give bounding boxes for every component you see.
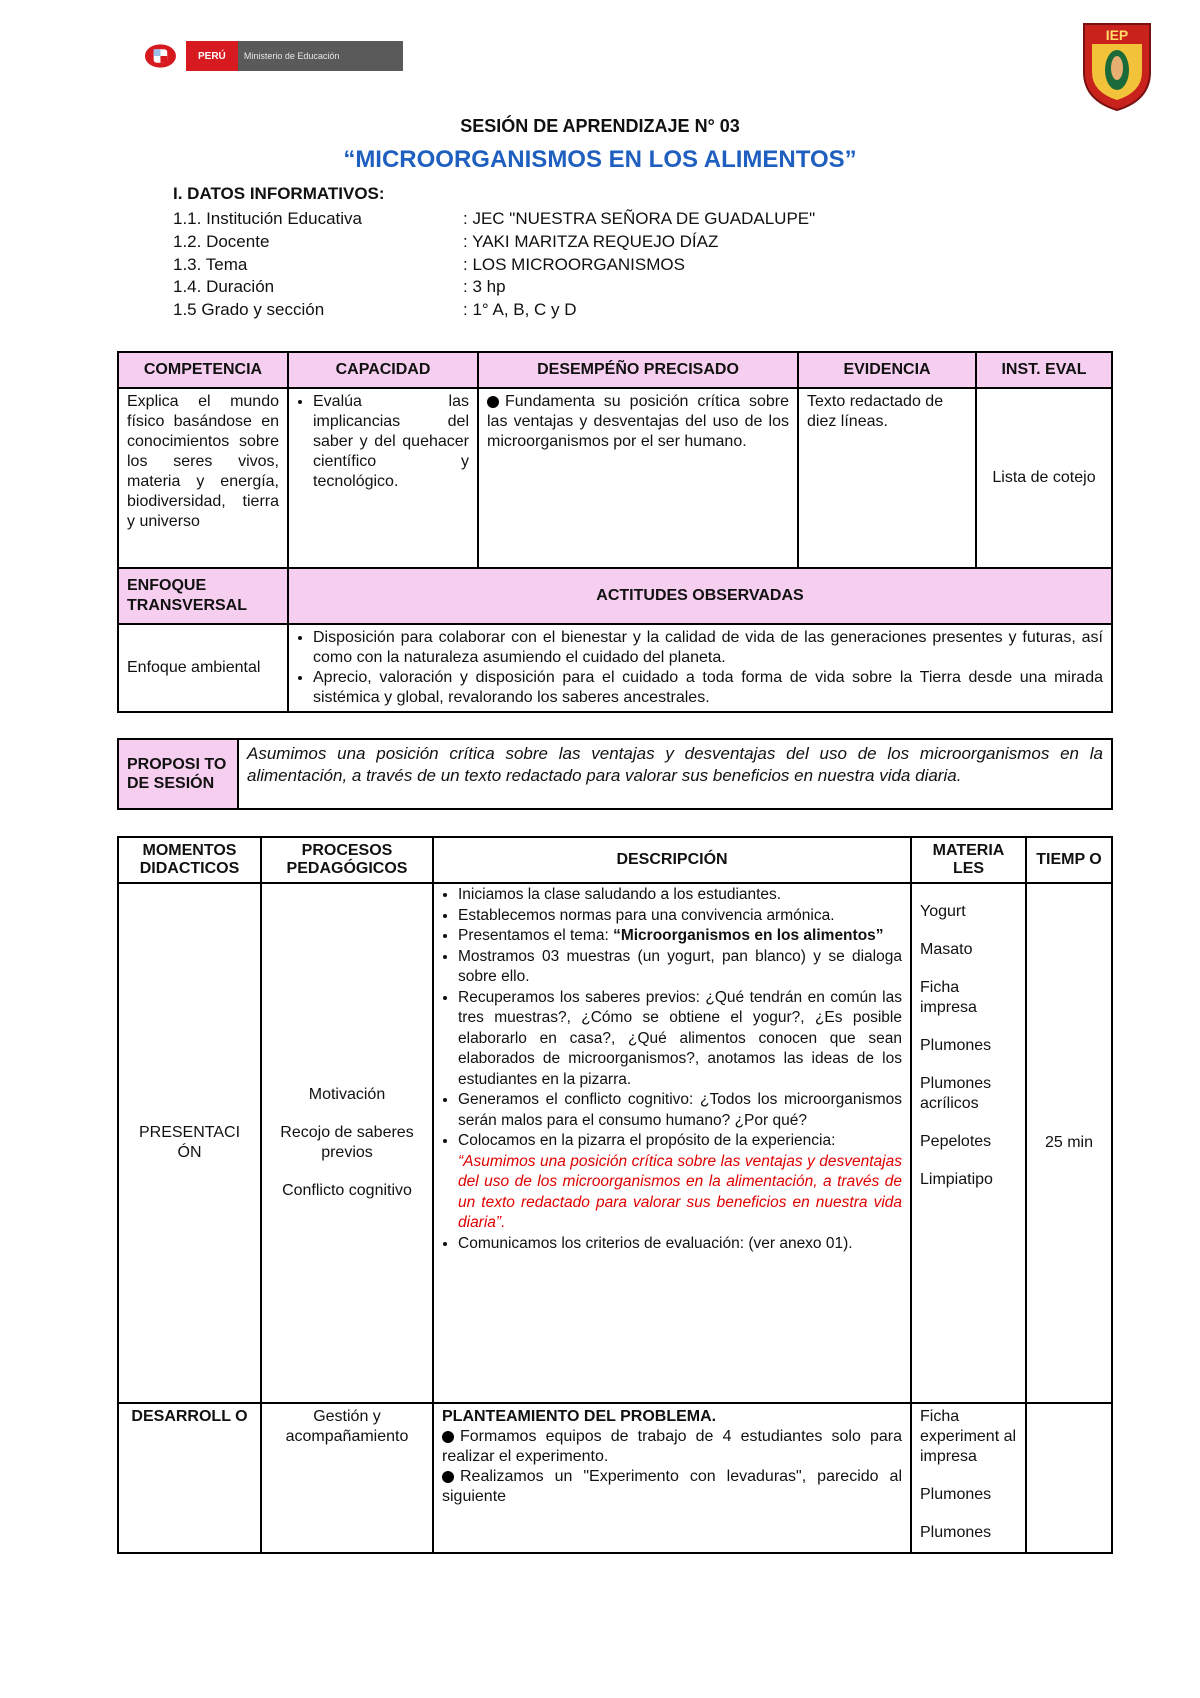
desempeno-text: Fundamenta su posición crítica sobre las ventajas y desventajas del uso de los microorganismos por el ser humano. (487, 393, 789, 450)
datos-row: 1.5 Grado y sección : 1° A, B, C y D (173, 300, 577, 320)
descripcion-item: • Recuperamos los saberes previos: ¿Qué tendrán en común las tres muestras?, ¿Cómo se obtiene el yogur?, ¿Es posible elaborarlo en casa?, ¿Qué alimentos conocen que sean elaborados de microorganismos?, anotamos las ideas de los estudiantes en la pizarra. (458, 988, 902, 1091)
datos-row: 1.1. Institución Educativa : JEC "NUESTRA SEÑORA DE GUADALUPE" (173, 209, 816, 228)
bullet-icon (487, 396, 499, 408)
secuencia-table (117, 836, 1113, 1554)
school-logo-text: IEP (1105, 27, 1129, 43)
materiales-presentacion: Yogurt Masato Ficha impresa Plumones Plumones acrílicos Pepelotes Limpiatipo (911, 883, 1026, 1403)
desempeno-cell (478, 388, 798, 568)
header-inst-eval: INST. EVAL (976, 352, 1112, 388)
proposito-label: PROPOSI TO DE SESIÓN (118, 739, 238, 809)
header-procesos: PROCESOS PEDAGÓGICOS (261, 837, 433, 883)
tiempo-desarrollo (1026, 1403, 1112, 1553)
header-descripcion: DESCRIPCIÓN (433, 837, 911, 883)
momento-desarrollo: DESARROLL O (118, 1403, 261, 1553)
datos-heading: I. DATOS INFORMATIVOS: (173, 184, 385, 203)
bullet-icon (442, 1431, 454, 1443)
enfoque-cell: Enfoque ambiental (118, 624, 288, 712)
desarrollo-heading: PLANTEAMIENTO DEL PROBLEMA. (442, 1408, 717, 1425)
evidencia-cell: Texto redactado de diez líneas. (798, 388, 976, 568)
actitudes-header: ACTITUDES OBSERVADAS (288, 568, 1112, 624)
enfoque-header: ENFOQUE TRANSVERSAL (118, 568, 288, 624)
capacidad-cell (288, 388, 478, 568)
school-shield-logo (1078, 20, 1156, 112)
actitud-item: • Disposición para colaborar con el bienestar y la calidad de vida de las generaciones presentes y futuras, así como con la naturaleza asumiendo el cuidado del planeta. (313, 628, 1103, 668)
session-title: SESIÓN DE APRENDIZAJE N° 03 (460, 116, 740, 136)
ministry-label: Ministerio de Educación (243, 51, 340, 61)
competencias-table (117, 351, 1113, 713)
datos-informativos (173, 184, 815, 322)
actitud-item: • Aprecio, valoración y disposición para el cuidado a toda forma de vida sobre la Tierra desde una mirada sistémica y global, revalorando los saberes ancestrales. (313, 668, 1103, 708)
descripcion-item: • Establecemos normas para una convivencia armónica. (458, 906, 902, 927)
main-title: “MICROORGANISMOS EN LOS ALIMENTOS” (343, 146, 857, 173)
momento-presentacion: PRESENTACI ÓN (118, 883, 261, 1403)
desarrollo-item: Realizamos un "Experimento con levaduras", parecido al siguiente (442, 1468, 902, 1505)
procesos-presentacion: Motivación Recojo de saberes previos Conflicto cognitivo (261, 883, 433, 1403)
proposito-table (117, 738, 1113, 810)
descripcion-item: • Mostramos 03 muestras (un yogurt, pan blanco) y se dialoga sobre ello. (458, 947, 902, 988)
desarrollo-item: Formamos equipos de trabajo de 4 estudiantes solo para realizar el experimento. (442, 1428, 902, 1465)
capacidad-text: • Evalúa las implicancias del saber y del quehacer científico y tecnológico. (313, 392, 469, 492)
header-momentos: MOMENTOS DIDACTICOS (118, 837, 261, 883)
peru-label: PERÚ (186, 41, 238, 71)
government-logo (143, 40, 403, 72)
header-capacidad: CAPACIDAD (288, 352, 478, 388)
bullet-icon (442, 1471, 454, 1483)
header-desempeno: DESEMPÉÑO PRECISADO (478, 352, 798, 388)
datos-row: 1.4. Duración : 3 hp (173, 277, 506, 297)
datos-row: 1.3. Tema : LOS MICROORGANISMOS (173, 254, 685, 274)
datos-row: 1.2. Docente : YAKI MARITZA REQUEJO DÍAZ (173, 231, 719, 251)
descripcion-item: • Presentamos el tema: “Microorganismos en los alimentos” (458, 926, 902, 947)
descripcion-item: • Colocamos en la pizarra el propósito de la experiencia: “Asumimos una posición crítica sobre las ventajas y desventajas del uso de los microorganismos en la alimentación, a través de un texto redactado para valorar sus beneficios en nuestra vida diaria”. (458, 1131, 902, 1234)
materiales-desarrollo: Ficha experiment al impresa Plumones Plumones (911, 1403, 1026, 1553)
proposito-text: Asumimos una posición crítica sobre las ventajas y desventajas del uso de los microorganismos en la alimentación, a través de un texto redactado para valorar sus beneficios en nuestra vida diaria. (238, 739, 1112, 809)
header-tiempo: TIEMP O (1026, 837, 1112, 883)
descripcion-item: • Comunicamos los criterios de evaluación: (ver anexo 01). (458, 1234, 902, 1255)
inst-eval-cell: Lista de cotejo (976, 388, 1112, 568)
header-evidencia: EVIDENCIA (798, 352, 976, 388)
descripcion-item: • Generamos el conflicto cognitivo: ¿Todos los microorganismos serán malos para el consumo humano? ¿Por qué? (458, 1090, 902, 1131)
descripcion-desarrollo (433, 1403, 911, 1553)
header-competencia: COMPETENCIA (118, 352, 288, 388)
proceso-desarrollo: Gestión y acompañamiento (261, 1403, 433, 1553)
tiempo-presentacion: 25 min (1026, 883, 1112, 1403)
descripcion-presentacion (433, 883, 911, 1403)
descripcion-item: • Iniciamos la clase saludando a los estudiantes. (458, 885, 902, 906)
header-materiales: MATERIA LES (911, 837, 1026, 883)
coat-of-arms-icon (143, 41, 178, 71)
competencia-cell: Explica el mundo físico basándose en conocimientos sobre los seres vivos, materia y energía, biodiversidad, tierra y universo (118, 388, 288, 568)
actitudes-cell (288, 624, 1112, 712)
proposito-red-text: “Asumimos una posición crítica sobre las ventajas y desventajas del uso de los microorganismos en la alimentación, a través de un texto redactado para valorar sus beneficios en nuestra vida diaria”. (458, 1152, 902, 1231)
